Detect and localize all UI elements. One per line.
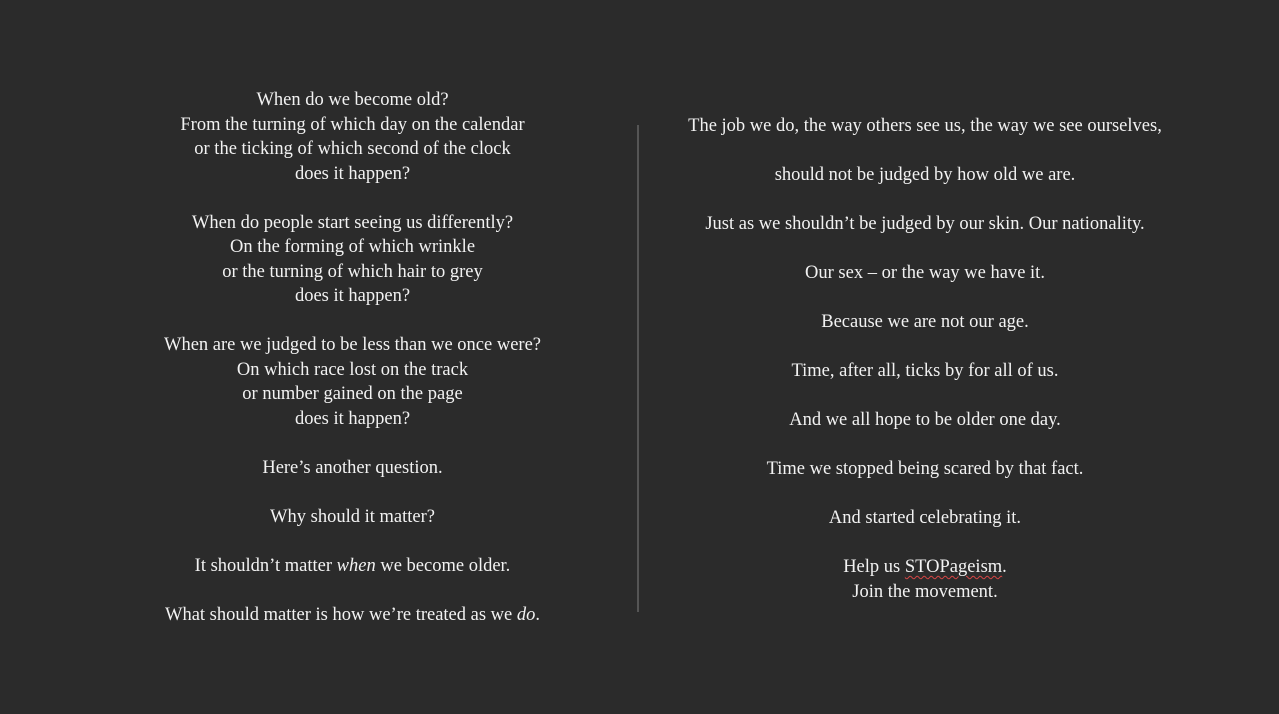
- poem-line: does it happen?: [294, 408, 411, 429]
- text-run: What should matter is how we’re treated as we: [164, 604, 517, 625]
- poem-line: or number gained on the page: [242, 384, 463, 404]
- poem-line-treated: [140, 603, 565, 628]
- poem-line: And we all hope to be older one day.: [789, 410, 1061, 430]
- poem-line: Time we stopped being scared by that fact.: [766, 459, 1084, 479]
- poem-line: From the turning of which day on the calendar: [180, 114, 525, 135]
- emphasis-text: do: [516, 604, 536, 625]
- poem-line: Here’s another question.: [262, 457, 443, 478]
- poem-left-column: [140, 88, 565, 652]
- stanza-5: [140, 505, 565, 530]
- text-run: we become older.: [375, 555, 511, 576]
- poem-line: The job we do, the way others see us, the way we see ourselves,: [688, 116, 1162, 136]
- stanza-1: [140, 88, 565, 186]
- poem-line: On the forming of which wrinkle: [229, 237, 476, 257]
- poem-line: When do we become old?: [256, 90, 449, 110]
- stanza-7: [140, 603, 565, 628]
- poem-line: does it happen?: [294, 163, 411, 184]
- poem-line: or the ticking of which second of the clock: [194, 139, 511, 159]
- emphasis-text: when: [336, 555, 376, 576]
- poem-line: Why should it matter?: [270, 506, 435, 527]
- poem-line: Just as we shouldn’t be judged by our skin. Our nationality.: [705, 214, 1145, 234]
- text-run: It shouldn’t matter: [194, 555, 337, 576]
- poem-line: When are we judged to be less than we once were?: [163, 335, 542, 355]
- text-run: .: [1002, 557, 1007, 577]
- stanza-4: [140, 456, 565, 481]
- poem-line: does it happen?: [294, 286, 411, 306]
- column-divider: [637, 125, 639, 612]
- stanza-2: [140, 211, 565, 309]
- text-run: Help us: [843, 557, 905, 577]
- stanza-6: [140, 554, 565, 579]
- poem-line: Time, after all, ticks by for all of us.: [791, 361, 1059, 381]
- poem-line: or the turning of which hair to grey: [222, 261, 483, 282]
- poem-line: When do people start seeing us differently?: [191, 212, 514, 233]
- poem-line: Because we are not our age.: [821, 312, 1029, 332]
- poem-right-column: [660, 114, 1190, 604]
- join-line: Join the movement.: [852, 581, 998, 602]
- text-run: .: [535, 604, 540, 625]
- poem-line: On which race lost on the track: [236, 359, 469, 380]
- poem-line: Our sex – or the way we have it.: [805, 263, 1045, 283]
- poem-line: And started celebrating it.: [828, 508, 1022, 528]
- stanza-3: [140, 333, 565, 431]
- help-line: [660, 555, 1190, 580]
- poem-line: should not be judged by how old we are.: [774, 165, 1076, 185]
- poem-line-matter: [140, 554, 565, 579]
- stopageism-term: STOPageism: [904, 557, 1003, 577]
